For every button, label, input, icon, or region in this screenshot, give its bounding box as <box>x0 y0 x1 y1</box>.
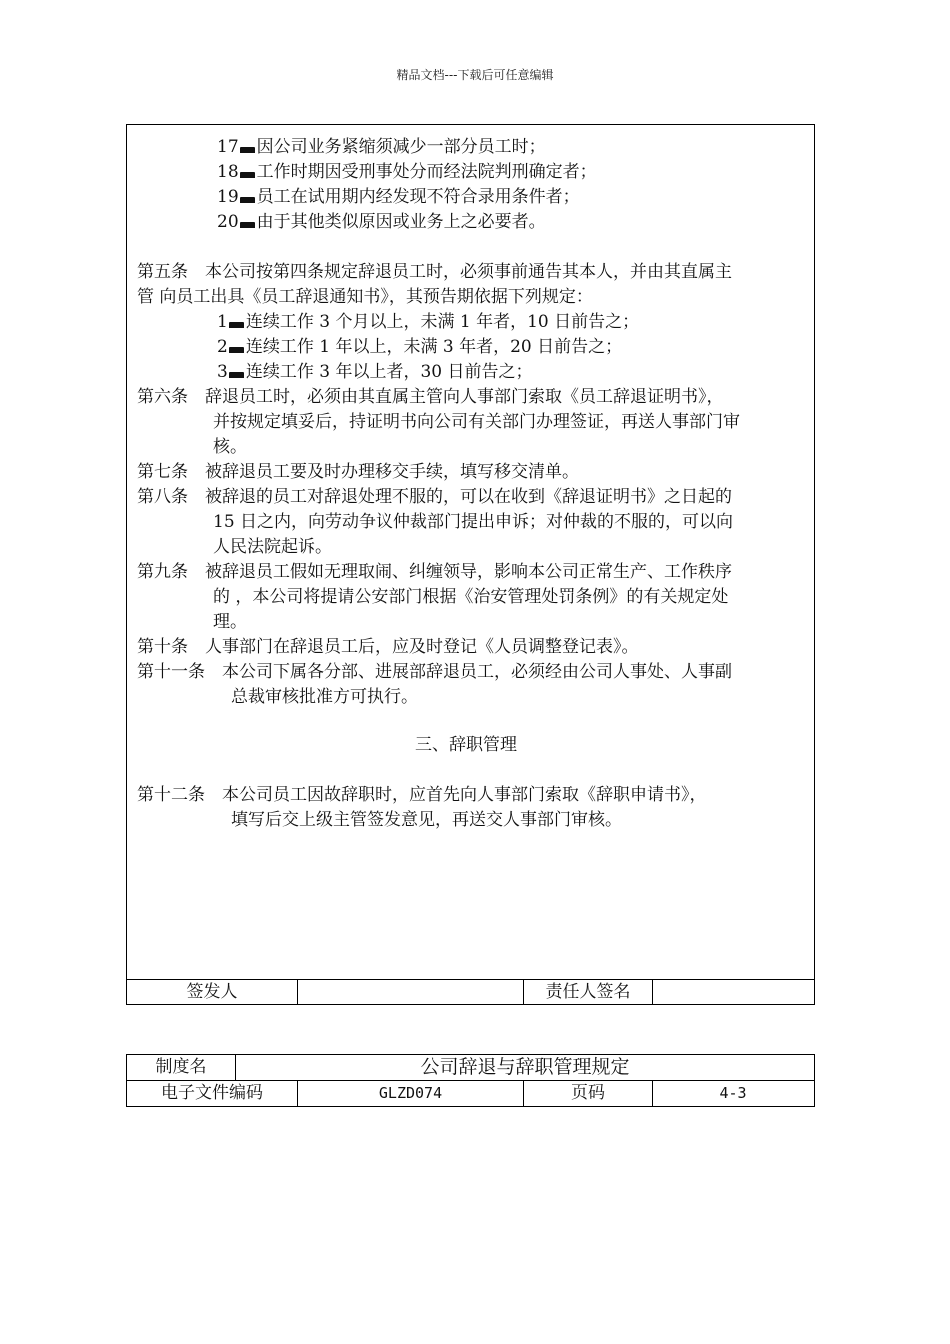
list-number: 17 <box>217 137 239 157</box>
body-line-text: 由于其他类似原因或业务上之必要者。 <box>256 212 546 232</box>
body-line-text: 连续工作 3 年以上者，30 日前告之； <box>245 362 533 382</box>
body-line-text: 填写后交上级主管签发意见，再送交人事部门审核。 <box>231 810 622 830</box>
body-line <box>137 560 732 585</box>
body-line-text: 理。 <box>213 612 247 632</box>
body-line-text: 管 向员工出具《员工辞退通知书》，其预告期依据下列规定： <box>137 287 593 307</box>
body-line <box>231 808 622 833</box>
table-row <box>127 1081 814 1106</box>
body-line <box>217 210 546 235</box>
body-line <box>137 460 579 485</box>
responsible-signature-field[interactable] <box>653 980 813 1004</box>
document-info-table <box>126 1054 815 1107</box>
body-line-text: 三、辞职管理 <box>415 735 517 755</box>
body-line <box>217 335 622 360</box>
body-line <box>213 510 733 535</box>
body-line <box>217 185 580 210</box>
body-line-text: 第六条 辞退员工时，必须由其直属主管向人事部门索取《员工辞退证明书》， <box>137 387 724 407</box>
responsible-label: 责任人签名 <box>545 982 631 1002</box>
bullet-icon <box>229 347 244 353</box>
body-line-text: 第九条 被辞退员工假如无理取闹、纠缠领导，影响本公司正常生产、工作秩序 <box>137 562 732 582</box>
body-line <box>231 685 418 710</box>
bullet-icon <box>229 372 244 378</box>
body-line <box>213 610 247 635</box>
signature-row <box>127 979 814 1004</box>
list-number: 1 <box>217 312 228 332</box>
body-line <box>217 360 533 385</box>
file-code-label: 电子文件编码 <box>161 1083 263 1103</box>
body-line <box>137 260 732 285</box>
issuer-label: 签发人 <box>186 982 238 1002</box>
list-number: 18 <box>217 162 239 182</box>
body-line-text: 核。 <box>213 437 247 457</box>
body-line-text: 第十二条 本公司员工因故辞职时，应首先向人事部门索取《辞职申请书》， <box>137 785 707 805</box>
list-number: 19 <box>217 187 239 207</box>
body-line <box>137 783 707 808</box>
body-line <box>213 410 740 435</box>
list-number: 3 <box>217 362 228 382</box>
policy-name-label: 制度名 <box>155 1057 207 1077</box>
page-number-value: 4-3 <box>719 1084 747 1102</box>
list-number: 20 <box>217 212 239 232</box>
body-line-text: 第十一条 本公司下属各分部、进展部辞退员工，必须经由公司人事处、人事副 <box>137 662 732 682</box>
policy-name-value: 公司辞退与辞职管理规定 <box>420 1056 630 1078</box>
body-line-text: 第十条 人事部门在辞退员工后，应及时登记《人员调整登记表》。 <box>137 637 639 657</box>
body-line-text: 并按规定填妥后，持证明书向公司有关部门办理签证，再送人事部门审 <box>213 412 740 432</box>
document-content-box <box>126 124 815 1005</box>
body-line-text: 人民法院起诉。 <box>213 537 332 557</box>
issuer-signature-field[interactable] <box>298 980 523 1004</box>
body-line <box>217 160 597 185</box>
body-line <box>213 435 247 460</box>
body-line-text: 工作时期因受刑事处分而经法院判刑确定者； <box>256 162 597 182</box>
body-line <box>217 135 546 160</box>
bullet-icon <box>240 172 255 178</box>
body-line-text: 连续工作 3 个月以上，未满 1 年者，10 日前告之； <box>245 312 640 332</box>
body-line <box>137 635 639 660</box>
body-line-text: 第五条 本公司按第四条规定辞退员工时，必须事前通告其本人，并由其直属主 <box>137 262 732 282</box>
body-line-text: 第八条 被辞退的员工对辞退处理不服的，可以在收到《辞退证明书》之日起的 <box>137 487 732 507</box>
bullet-icon <box>240 222 255 228</box>
page-header: 精品文档---下载后可任意编辑 <box>396 68 554 82</box>
list-number: 2 <box>217 337 228 357</box>
body-line <box>217 310 639 335</box>
bullet-icon <box>240 147 255 153</box>
body-line <box>137 660 732 685</box>
table-row <box>127 1055 814 1081</box>
bullet-icon <box>229 322 244 328</box>
body-line <box>213 535 332 560</box>
body-line-text: 第七条 被辞退员工要及时办理移交手续，填写移交清单。 <box>137 462 579 482</box>
body-line <box>415 733 517 758</box>
body-line-text: 因公司业务紧缩须减少一部分员工时； <box>256 137 546 157</box>
body-line <box>137 285 593 310</box>
body-line-text: 的 ，本公司将提请公安部门根据《治安管理处罚条例》的有关规定处 <box>213 587 729 607</box>
body-line <box>213 585 728 610</box>
page-number-label: 页码 <box>571 1083 605 1103</box>
body-line-text: 15 日之内，向劳动争议仲裁部门提出申诉；对仲裁的不服的，可以向 <box>213 512 734 532</box>
body-line-text: 总裁审核批准方可执行。 <box>231 687 418 707</box>
body-line <box>137 385 724 410</box>
body-line <box>137 485 732 510</box>
bullet-icon <box>240 197 255 203</box>
file-code-value: GLZD074 <box>378 1084 443 1102</box>
body-line-text: 连续工作 1 年以上，未满 3 年者，20 日前告之； <box>245 337 623 357</box>
body-line-text: 员工在试用期内经发现不符合录用条件者； <box>256 187 580 207</box>
